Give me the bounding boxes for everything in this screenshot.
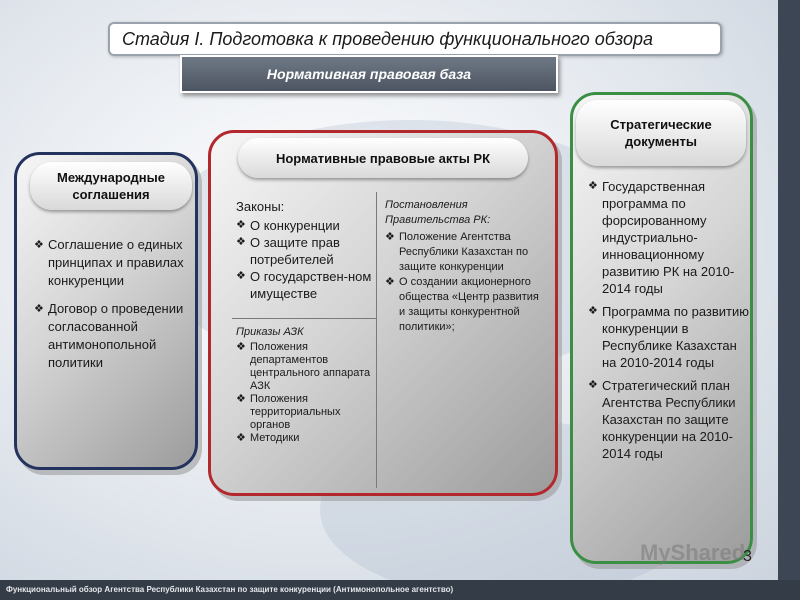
watermark: MyShared	[640, 540, 746, 565]
list-item-text: Договор о проведении согласованной антимонопольной политики	[48, 301, 184, 370]
resolutions-heading: Постановления Правительства РК:	[385, 199, 491, 226]
diamond-bullet-icon: ❖	[236, 393, 246, 405]
strategic-documents-list	[588, 178, 750, 468]
orders-section	[236, 326, 372, 445]
list-item	[236, 217, 372, 234]
list-item-text: О защите прав потребителей	[250, 235, 340, 267]
legal-acts-heading: Нормативные правовые акты РК	[238, 138, 528, 178]
list-item	[588, 377, 750, 462]
diamond-bullet-icon: ❖	[385, 276, 395, 288]
diamond-bullet-icon: ❖	[34, 239, 44, 251]
diamond-bullet-icon: ❖	[236, 236, 246, 248]
list-item-text: О создании акционерного общества «Центр развития и защиты конкурентной политики»;	[399, 276, 539, 333]
page-number: 3	[743, 548, 752, 565]
list-item	[385, 230, 547, 275]
diamond-bullet-icon: ❖	[236, 341, 246, 353]
list-item-text: Положение Агентства Республики Казахстан по защите конкуренции	[399, 231, 529, 273]
list-item	[236, 234, 372, 268]
list-item-text: Программа по развитию конкуренции в Республике Казахстан на 2010-2014 годы	[602, 304, 750, 370]
list-item-text: Положения территориальных органов	[250, 393, 341, 431]
laws-heading: Законы:	[236, 199, 285, 214]
strategic-documents-heading: Стратегические документы	[576, 100, 746, 166]
diamond-bullet-icon: ❖	[236, 219, 246, 231]
list-item	[236, 268, 372, 302]
list-item-text: Стратегический план Агентства Республики Казахстан по защите конкуренции на 2010-2014 годы	[602, 378, 736, 461]
diamond-bullet-icon: ❖	[236, 432, 246, 444]
diamond-bullet-icon: ❖	[236, 270, 246, 282]
list-item-text: Государственная программа по форсированному индустриально-инновационному развитию РК на 2010-2014 годы	[602, 179, 735, 296]
slide-subtitle: Нормативная правовая база	[180, 55, 558, 93]
list-item	[236, 393, 372, 432]
diamond-bullet-icon: ❖	[34, 303, 44, 315]
laws-section	[236, 198, 372, 302]
list-item	[34, 300, 188, 372]
column-divider	[376, 192, 377, 488]
right-side-bar	[778, 0, 800, 580]
orders-heading: Приказы АЗК	[236, 326, 304, 338]
slide-title: Стадия I. Подготовка к проведению функционального обзора	[108, 22, 722, 56]
diamond-bullet-icon: ❖	[588, 305, 598, 317]
list-item	[34, 236, 188, 290]
list-item-text: Методики	[250, 432, 300, 444]
international-agreements-heading: Международные соглашения	[30, 162, 192, 210]
international-agreements-list	[34, 236, 188, 382]
list-item-text: О государствен-ном имуществе	[250, 269, 372, 301]
diamond-bullet-icon: ❖	[385, 231, 395, 243]
diamond-bullet-icon: ❖	[588, 379, 598, 391]
list-item	[385, 275, 547, 335]
resolutions-section	[385, 198, 547, 335]
list-item-text: Соглашение о единых принципах и правилах конкуренции	[48, 237, 184, 288]
diamond-bullet-icon: ❖	[588, 180, 598, 192]
list-item-text: Положения департаментов центрального аппарата АЗК	[250, 341, 371, 392]
list-item-text: О конкуренции	[250, 218, 340, 233]
list-item	[236, 432, 372, 445]
list-item	[236, 341, 372, 393]
list-item	[588, 303, 750, 371]
footer-bar: Функциональный обзор Агентства Республики Казахстан по защите конкуренции (Антимонопольное агентство)	[0, 580, 800, 600]
row-divider	[232, 318, 376, 319]
list-item	[588, 178, 750, 297]
